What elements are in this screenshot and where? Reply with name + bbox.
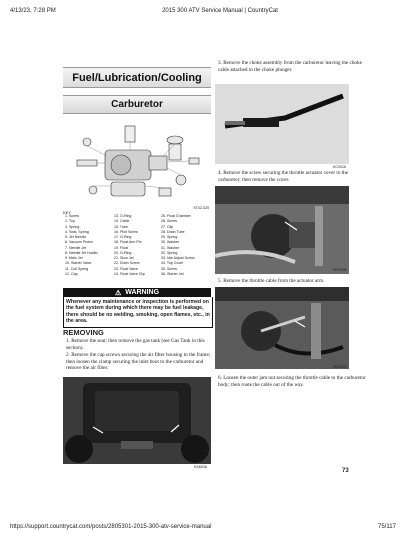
parts-key xyxy=(63,210,211,286)
part-item: 17. O-Ring xyxy=(114,235,132,239)
parts-list-column-2 xyxy=(114,214,145,277)
step-4: 4. Remove the screw securing the throttle actuator cover to the carburetor; then remove the cover. xyxy=(218,170,349,183)
part-item: 18. Float Arm Pin xyxy=(114,240,142,245)
part-item: 5. Jet Needle xyxy=(65,235,87,239)
part-item: 20. O-Ring xyxy=(114,250,132,255)
part-item: 32. Spring xyxy=(161,250,178,255)
part-item: 6. Vacuum Piston xyxy=(65,240,93,245)
diagram-figure-code: ST42-025 xyxy=(193,206,209,210)
part-item: 22. Drain Screw xyxy=(114,261,140,266)
part-item: 33. Idle Adjust Screw xyxy=(161,256,195,260)
part-item: 15. Tube xyxy=(114,224,128,229)
part-item: 13. O-Ring xyxy=(114,214,132,218)
part-item: 36. Starter Jet xyxy=(161,271,184,276)
part-item: 16. Pilot Screw xyxy=(114,229,138,234)
step-5: 5. Remove the throttle cable from the actuator arm. xyxy=(218,278,325,284)
part-item: 9. Main Jet xyxy=(65,256,83,260)
photo-illustration xyxy=(215,287,349,369)
warning-title: WARNING xyxy=(125,289,160,296)
part-item: 28. Drain Tube xyxy=(161,229,185,234)
warning-triangle-icon: ⚠ xyxy=(114,289,122,297)
photo-actuator-arm xyxy=(215,287,349,369)
section-banner: Carburetor xyxy=(63,95,211,114)
key-title: KEY xyxy=(63,210,72,215)
photo-throttle-cover xyxy=(215,186,349,274)
part-item: 31. Washer xyxy=(161,245,180,250)
part-item: 19. Float xyxy=(114,245,128,250)
parts-list-column-3 xyxy=(161,214,195,277)
part-item: 25. Float Chamber xyxy=(161,214,191,218)
print-datetime: 4/13/23, 7:28 PM xyxy=(10,8,56,14)
step-1: 1. Remove the seat; then remove the gas tank (see Gas Tank in this section). xyxy=(66,338,205,351)
part-item: 30. Washer xyxy=(161,240,180,245)
chapter-banner: Fuel/Lubrication/Cooling xyxy=(63,67,211,88)
part-item: 1. Screw xyxy=(65,214,79,218)
print-pager: 75/117 xyxy=(378,524,396,530)
photo4-code: PR162C xyxy=(333,365,347,369)
photo-illustration xyxy=(215,186,349,274)
part-item: 21. Slow Jet xyxy=(114,256,134,260)
photo-choke-assembly xyxy=(215,84,349,164)
parts-list-column-1 xyxy=(65,214,98,277)
photo1-code: KX820A xyxy=(194,465,208,469)
part-item: 8. Needle Jet Holder xyxy=(65,250,98,255)
page-number: 73 xyxy=(342,468,349,474)
part-item: 10. Starter Valve xyxy=(65,261,92,266)
print-page-title: 2015 300 ATV Service Manual | CountryCat xyxy=(162,8,278,14)
warning-header xyxy=(63,288,211,297)
part-item: 3. Spring xyxy=(65,224,80,229)
part-item: 34. Top Cover xyxy=(161,261,184,266)
part-item: 29. Spring xyxy=(161,235,178,239)
photo-illustration xyxy=(63,377,211,464)
photo-air-filter-housing xyxy=(63,377,211,464)
part-item: 14. Cable xyxy=(114,219,130,224)
part-item: 35. Screw xyxy=(161,266,177,271)
part-item: 24. Float Valve Clip xyxy=(114,271,145,276)
removing-heading: REMOVING xyxy=(63,328,104,337)
photo2-code: KC0016 xyxy=(333,165,346,169)
part-item: 23. Float Valve xyxy=(114,266,138,271)
part-item: 27. Clip xyxy=(161,224,174,229)
photo3-code: PR194B xyxy=(333,268,347,272)
step-6: 6. Loosen the outer jam nut securing the throttle cable to the carburetor body; then route the cable out of the way. xyxy=(218,375,366,388)
carburetor-exploded-diagram xyxy=(63,120,211,210)
part-item: 4. Seat, Spring xyxy=(65,229,89,234)
photo-illustration xyxy=(215,84,349,164)
step-2: 2. Remove the cap screws securing the air filter housing to the frame; then loosen the clamp securing the inlet boot to the carburetor and remove the air filter. xyxy=(66,352,211,372)
part-item: 11. Coil Spring xyxy=(65,266,89,271)
step-3: 3. Remove the choke assembly from the carburetor leaving the choke cable attached to the choke plunger. xyxy=(218,60,362,73)
print-url: https://support.countrycat.com/posts/2805301-2015-300-atv-service-manual xyxy=(10,524,212,530)
part-item: 12. Cap xyxy=(65,271,78,276)
part-item: 2. Top xyxy=(65,219,75,224)
warning-text: Whenever any maintenance or inspection is performed on the fuel system during which there may be fuel leakage, there should be no welding, smoking, open flames, etc., in the area. xyxy=(63,297,213,328)
exploded-view-illustration xyxy=(63,120,211,210)
part-item: 7. Needle Jet xyxy=(65,245,87,250)
part-item: 26. Screw xyxy=(161,219,177,224)
